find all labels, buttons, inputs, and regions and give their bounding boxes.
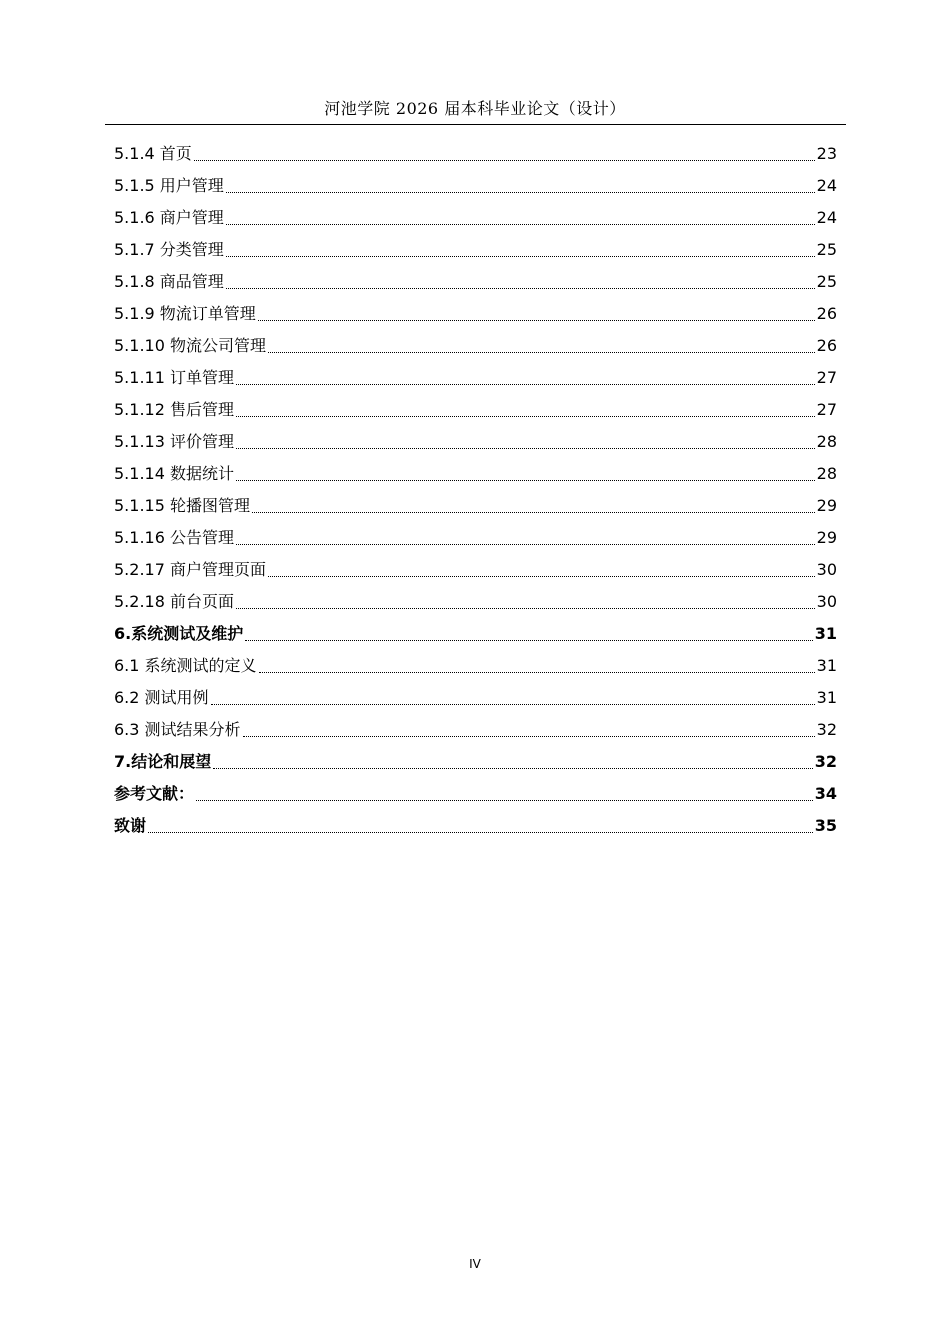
toc-entry-label: 5.2.18 前台页面 xyxy=(114,592,234,611)
toc-entry[interactable] xyxy=(114,581,837,613)
toc-entry[interactable] xyxy=(114,613,837,645)
toc-entry-page: 24 xyxy=(816,176,837,195)
toc-entry-label: 5.1.14 数据统计 xyxy=(114,464,234,483)
toc-entry-label: 5.1.13 评价管理 xyxy=(114,432,234,451)
toc-entry-label: 5.1.6 商户管理 xyxy=(114,208,224,227)
toc-entry[interactable] xyxy=(114,389,837,421)
toc-entry-page: 25 xyxy=(816,240,837,259)
toc-entry-label: 5.1.10 物流公司管理 xyxy=(114,336,266,355)
toc-entry-label: 6.系统测试及维护 xyxy=(114,624,244,643)
toc-dot-leader xyxy=(236,398,815,417)
toc-entry-label: 5.1.7 分类管理 xyxy=(114,240,224,259)
toc-entry-label: 5.1.11 订单管理 xyxy=(114,368,234,387)
toc-entry-page: 27 xyxy=(816,400,837,419)
toc-entry-label: 5.2.17 商户管理页面 xyxy=(114,560,266,579)
toc-entry-label: 5.1.8 商品管理 xyxy=(114,272,224,291)
toc-entry-page: 28 xyxy=(816,464,837,483)
toc-dot-leader xyxy=(196,782,813,801)
toc-dot-leader xyxy=(226,206,815,225)
toc-entry-page: 26 xyxy=(816,336,837,355)
toc-entry-label: 5.1.9 物流订单管理 xyxy=(114,304,256,323)
toc-dot-leader xyxy=(252,494,815,513)
header-rule xyxy=(105,124,846,125)
toc-dot-leader xyxy=(213,750,813,769)
toc-entry[interactable] xyxy=(114,293,837,325)
page-number: IV xyxy=(469,1257,481,1271)
toc-entry[interactable] xyxy=(114,709,837,741)
toc-dot-leader xyxy=(236,462,815,481)
toc-entry-page: 29 xyxy=(816,496,837,515)
toc-entry-page: 31 xyxy=(816,656,837,675)
toc-entry-page: 32 xyxy=(816,720,837,739)
toc-entry[interactable] xyxy=(114,165,837,197)
toc-dot-leader xyxy=(226,270,815,289)
toc-entry[interactable] xyxy=(114,357,837,389)
toc-entry-label: 6.1 系统测试的定义 xyxy=(114,656,257,675)
toc-dot-leader xyxy=(148,814,813,833)
toc-dot-leader xyxy=(194,142,815,161)
toc-dot-leader xyxy=(236,526,815,545)
toc-entry[interactable] xyxy=(114,421,837,453)
toc-dot-leader xyxy=(268,334,815,353)
toc-entry-page: 31 xyxy=(814,624,837,643)
toc-entry-label: 6.3 测试结果分析 xyxy=(114,720,241,739)
toc-entry-page: 24 xyxy=(816,208,837,227)
toc-dot-leader xyxy=(236,430,815,449)
toc-entry-page: 30 xyxy=(816,592,837,611)
toc-entry-page: 31 xyxy=(816,688,837,707)
toc-entry-page: 30 xyxy=(816,560,837,579)
toc-entry[interactable] xyxy=(114,261,837,293)
toc-entry-page: 28 xyxy=(816,432,837,451)
toc-entry-page: 34 xyxy=(814,784,837,803)
toc-dot-leader xyxy=(243,718,815,737)
toc-entry[interactable] xyxy=(114,741,837,773)
toc-entry-label: 5.1.5 用户管理 xyxy=(114,176,224,195)
toc-entry[interactable] xyxy=(114,197,837,229)
toc-entry-label: 5.1.4 首页 xyxy=(114,144,192,163)
toc-entry[interactable] xyxy=(114,645,837,677)
toc-entry-page: 23 xyxy=(816,144,837,163)
toc-entry-page: 29 xyxy=(816,528,837,547)
toc-entry[interactable] xyxy=(114,517,837,549)
toc-dot-leader xyxy=(236,366,815,385)
toc-dot-leader xyxy=(226,238,815,257)
toc-entry-label: 致谢 xyxy=(114,816,147,835)
toc-dot-leader xyxy=(268,558,815,577)
toc-dot-leader xyxy=(259,654,815,673)
toc-entry-label: 6.2 测试用例 xyxy=(114,688,209,707)
toc-entry[interactable] xyxy=(114,677,837,709)
toc-entry-label: 5.1.15 轮播图管理 xyxy=(114,496,250,515)
toc-dot-leader xyxy=(245,622,813,641)
toc-dot-leader xyxy=(226,174,815,193)
running-header: 河池学院 2026 届本科毕业论文（设计） xyxy=(324,99,626,118)
toc-entry-page: 35 xyxy=(814,816,837,835)
toc-dot-leader xyxy=(236,590,815,609)
toc-entry-label: 5.1.16 公告管理 xyxy=(114,528,234,547)
toc-entry-page: 32 xyxy=(814,752,837,771)
toc-entry-label: 参考文献： xyxy=(114,784,195,803)
toc-entry[interactable] xyxy=(114,773,837,805)
toc-entry[interactable] xyxy=(114,549,837,581)
toc-entry-page: 26 xyxy=(816,304,837,323)
toc-entry[interactable] xyxy=(114,133,837,165)
toc-entry[interactable] xyxy=(114,229,837,261)
toc-dot-leader xyxy=(211,686,815,705)
toc-entry-label: 5.1.12 售后管理 xyxy=(114,400,234,419)
toc-entry[interactable] xyxy=(114,453,837,485)
toc-entry-page: 25 xyxy=(816,272,837,291)
table-of-contents xyxy=(114,133,837,837)
toc-entry[interactable] xyxy=(114,485,837,517)
toc-entry-label: 7.结论和展望 xyxy=(114,752,212,771)
toc-entry[interactable] xyxy=(114,805,837,837)
toc-dot-leader xyxy=(258,302,815,321)
toc-entry[interactable] xyxy=(114,325,837,357)
toc-entry-page: 27 xyxy=(816,368,837,387)
